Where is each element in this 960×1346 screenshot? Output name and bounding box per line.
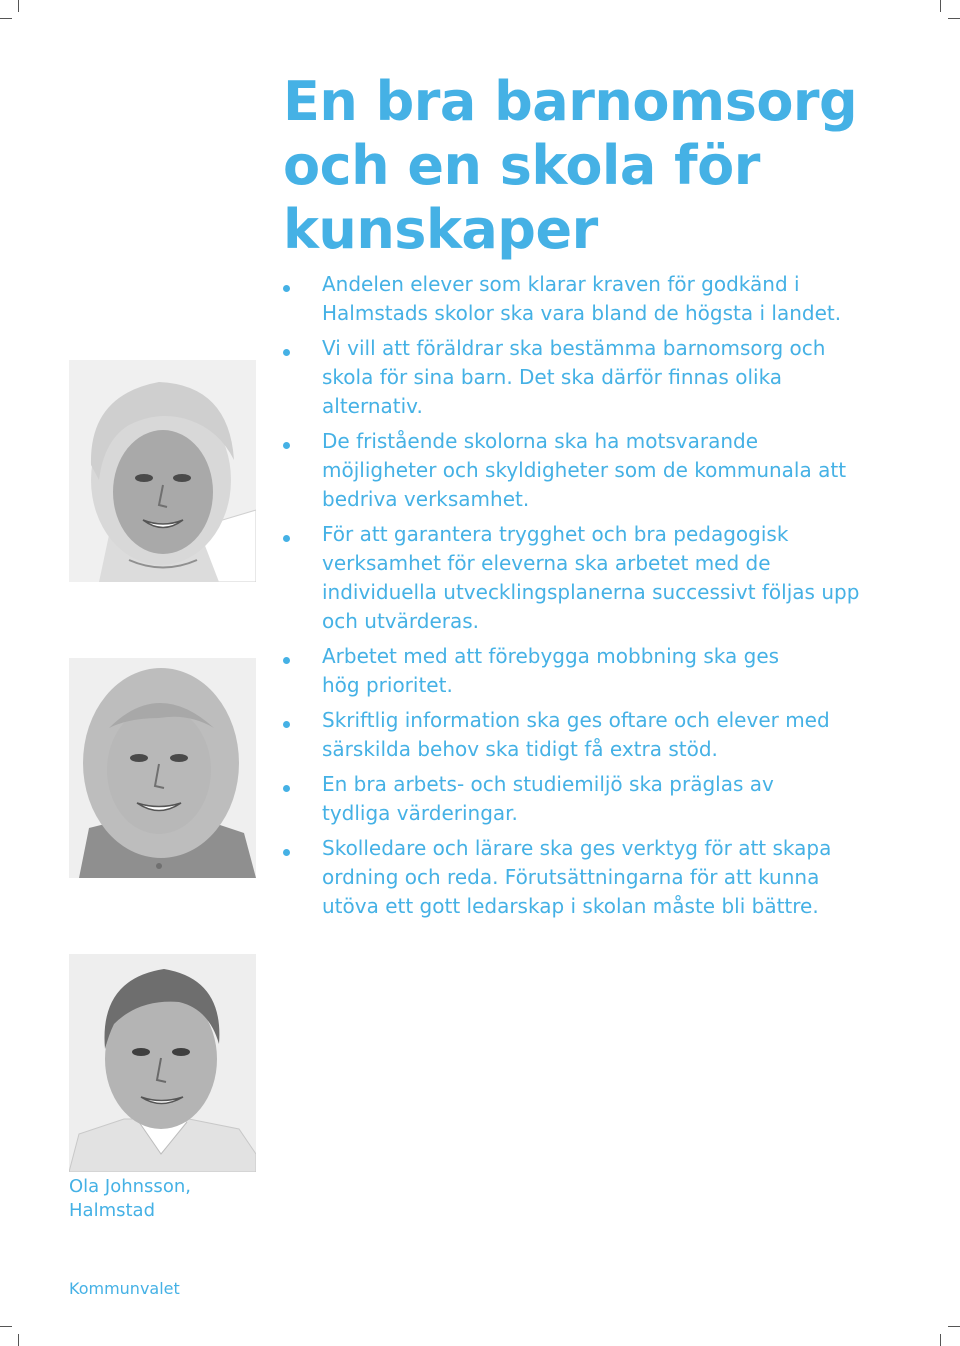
list-item <box>283 334 893 421</box>
list-item-line: utöva ett gott ledarskap i skolan måste bli bättre. <box>322 894 819 918</box>
portrait-illustration <box>69 658 256 878</box>
list-item-line: möjligheter och skyldigheter som de kommunala att <box>322 458 847 482</box>
list-item <box>283 520 893 636</box>
list-item-line: bedriva verksamhet. <box>322 487 530 511</box>
photo-caption <box>69 1175 191 1223</box>
list-item-line: Vi vill att föräldrar ska bestämma barnomsorg och <box>322 336 826 360</box>
page-title <box>283 70 857 262</box>
list-item-line: Arbetet med att förebygga mobbning ska ges <box>322 644 780 668</box>
portrait-illustration <box>69 954 256 1172</box>
list-item-line: En bra arbets- och studiemiljö ska präglas av <box>322 772 774 796</box>
list-item-line: För att garantera trygghet och bra pedagogisk <box>322 522 789 546</box>
footer-label: Kommunvalet <box>69 1279 180 1298</box>
portrait-photo-ola-johnsson <box>69 954 256 1172</box>
list-item-line: alternativ. <box>322 394 423 418</box>
bullet-dot-icon <box>283 535 290 542</box>
crop-mark-bottom-left-v <box>18 1334 19 1346</box>
list-item-line: Skolledare och lärare ska ges verktyg för att skapa <box>322 836 832 860</box>
caption-name: Ola Johnsson, <box>69 1176 191 1197</box>
list-item-line: verksamhet för eleverna ska arbetet med de <box>322 551 771 575</box>
list-item-line: Andelen elever som klarar kraven för godkänd i <box>322 272 800 296</box>
crop-mark-bottom-right-h <box>948 1326 960 1327</box>
bullet-dot-icon <box>283 721 290 728</box>
title-line-3: kunskaper <box>283 198 598 261</box>
title-line-2: och en skola för <box>283 134 760 197</box>
crop-mark-top-right-h <box>948 18 960 19</box>
list-item-line: De fristående skolorna ska ha motsvarande <box>322 429 758 453</box>
list-item-line: individuella utvecklingsplanerna successivt följas upp <box>322 580 860 604</box>
list-item-line: Halmstads skolor ska vara bland de högsta i landet. <box>322 301 842 325</box>
bullet-dot-icon <box>283 657 290 664</box>
bullet-dot-icon <box>283 442 290 449</box>
bullet-dot-icon <box>283 785 290 792</box>
bullet-dot-icon <box>283 349 290 356</box>
crop-mark-bottom-left-h <box>0 1326 12 1327</box>
list-item <box>283 270 893 328</box>
list-item-line: hög prioritet. <box>322 673 453 697</box>
list-item-line: ordning och reda. Förutsättningarna för att kunna <box>322 865 820 889</box>
caption-place: Halmstad <box>69 1200 155 1221</box>
portrait-photo-woman-1 <box>69 360 256 582</box>
portrait-photo-woman-2 <box>69 658 256 878</box>
portrait-illustration <box>69 360 256 582</box>
list-item-line: och utvärderas. <box>322 609 480 633</box>
list-item <box>283 834 893 921</box>
list-item <box>283 427 893 514</box>
crop-mark-bottom-right-v <box>940 1334 941 1346</box>
crop-mark-top-left-h <box>0 18 12 19</box>
bullet-dot-icon <box>283 285 290 292</box>
crop-mark-top-left-v <box>18 0 19 12</box>
list-item-line: tydliga värderingar. <box>322 801 518 825</box>
list-item-line: särskilda behov ska tidigt få extra stöd. <box>322 737 718 761</box>
bullet-list <box>283 270 893 927</box>
list-item-line: skola för sina barn. Det ska därför finnas olika <box>322 365 783 389</box>
list-item <box>283 642 893 700</box>
crop-mark-top-right-v <box>940 0 941 12</box>
list-item <box>283 706 893 764</box>
bullet-dot-icon <box>283 849 290 856</box>
list-item-line: Skriftlig information ska ges oftare och elever med <box>322 708 830 732</box>
list-item <box>283 770 893 828</box>
title-line-1: En bra barnomsorg <box>283 70 858 133</box>
